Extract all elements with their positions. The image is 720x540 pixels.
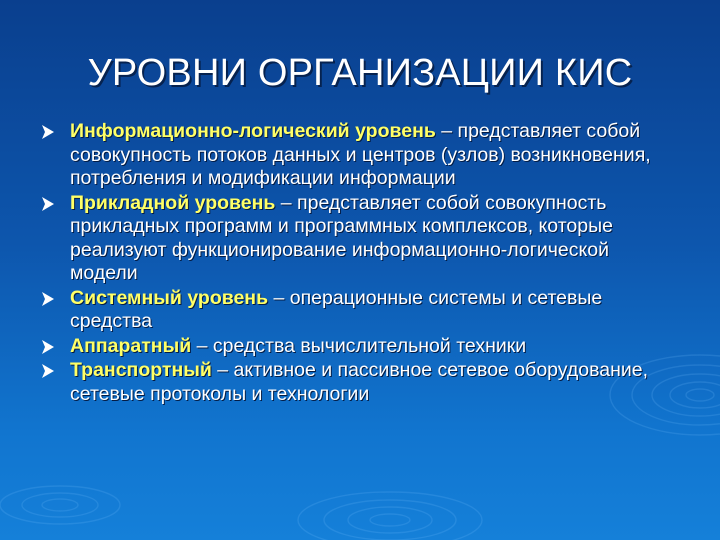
arrow-bullet-icon [42, 292, 54, 306]
bullet-text: – представляет собой совокупность прикладных программ и программных комплексов, которые реализуют функционирование информационно-логической модели [70, 191, 613, 284]
bullet-list [40, 120, 680, 407]
bullet-item-system [40, 287, 680, 334]
bullet-term: Информационно-логический уровень [70, 120, 436, 142]
slide-title: УРОВНИ ОРГАНИЗАЦИИ КИС [87, 52, 633, 94]
arrow-bullet-icon [42, 125, 54, 139]
arrow-bullet-icon [42, 364, 54, 378]
bullet-text: – представляет собой совокупность потоков данных и центров (узлов) возникновения, потребления и модификации информации [70, 120, 651, 189]
bullet-term: Прикладной уровень [70, 191, 276, 214]
bullet-item-information-logical [40, 120, 680, 191]
bullet-term: Системный уровень [70, 286, 269, 309]
bullet-item-application [40, 192, 680, 286]
bullet-term: Транспортный [70, 359, 212, 381]
bullet-item-hardware [40, 335, 680, 359]
bullet-term: Аппаратный [70, 334, 192, 357]
bullet-text: – средства вычислительной техники [191, 334, 527, 357]
bullet-text: – операционные системы и сетевые средства [70, 286, 603, 332]
bullet-text: – активное и пассивное сетевое оборудование, сетевые протоколы и технологии [70, 359, 649, 405]
arrow-bullet-icon [42, 340, 54, 354]
bullet-item-transport [40, 359, 680, 406]
arrow-bullet-icon [42, 197, 54, 211]
